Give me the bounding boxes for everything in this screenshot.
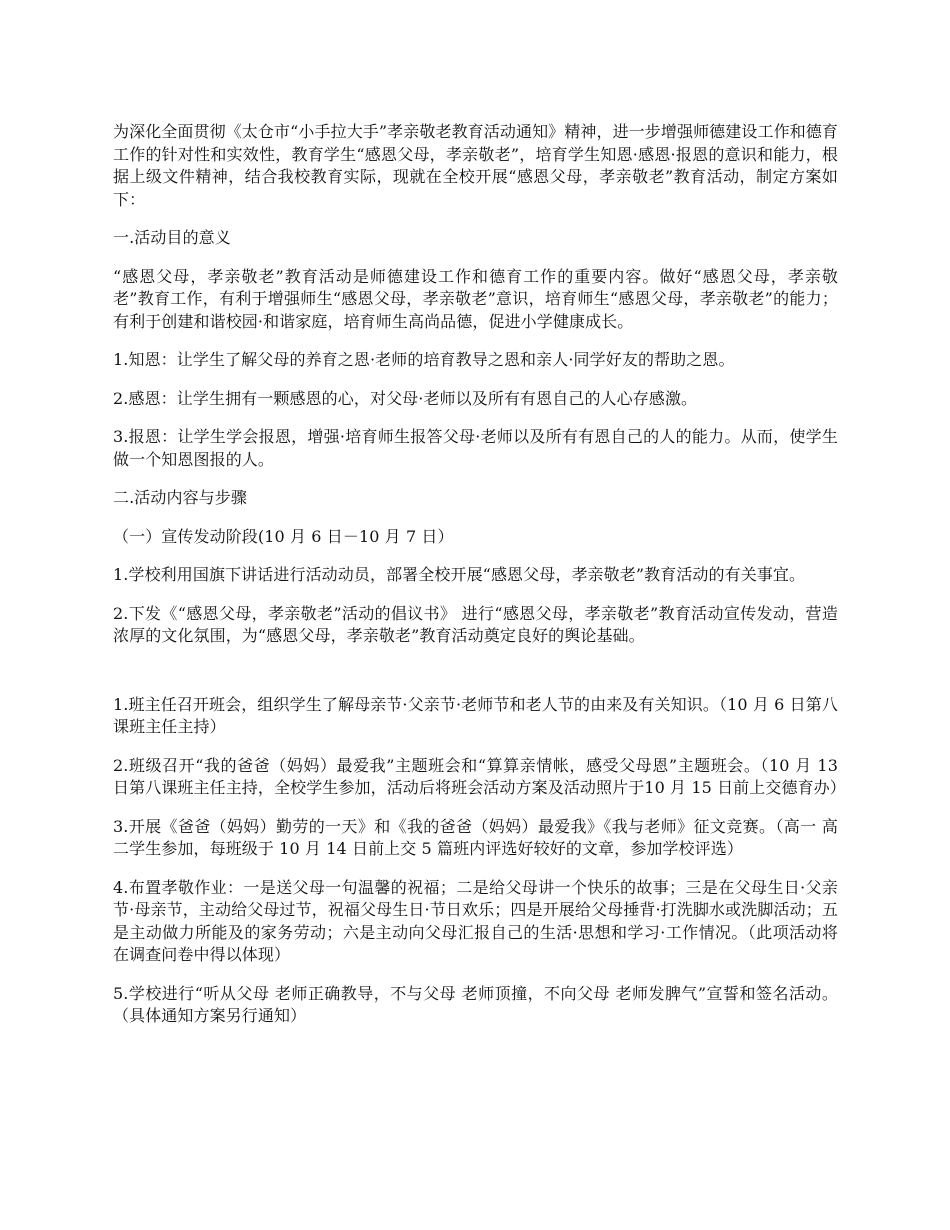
activity-item-2: 2.班级召开“我的爸爸（妈妈）最爱我”主题班会和“算算亲情帐，感受父母恩”主题班会。（10 月 13 日第八课班主任主持，全校学生参加，活动后将班会活动方案及活动照片于10 月 15 日前上交德育办）: [113, 755, 846, 797]
goal-item-repay: 3.报恩：让学生学会报恩，增强·培育师生报答父母·老师以及所有有恩自己的人的能力。从而，使学生做一个知恩图报的人。: [113, 427, 838, 469]
section-heading-steps: 二.活动内容与步骤: [113, 488, 247, 507]
intro-paragraph: 为深化全面贯彻《太仓市“小手拉大手”孝亲敬老教育活动通知》精神，进一步增强师德建设工作和德育工作的针对性和实效性，教育学生“感恩父母，孝亲敬老”，培育学生知恩·感恩·报恩的意识和能力，根据上级文件精神，结合我校教育实际，现就在全校开展“感恩父母，孝亲敬老”教育活动，制定方案如下：: [113, 122, 838, 209]
goal-item-gratitude: 2.感恩：让学生拥有一颗感恩的心，对父母·老师以及所有有恩自己的人心存感激。: [113, 388, 698, 408]
activity-item-5: 5.学校进行“听从父母 老师正确教导，不与父母 老师顶撞，不向父母 老师发脾气”宣誓和签名活动。（具体通知方案另行通知）: [113, 983, 838, 1025]
goal-item-know: 1.知恩：让学生了解父母的养育之恩·老师的培育教导之恩和亲人·同学好友的帮助之恩。: [113, 350, 735, 369]
activity-item-4: 4.布置孝敬作业：一是送父母一句温馨的祝福；二是给父母讲一个快乐的故事；三是在父母生日·父亲节·母亲节，主动给父母过节，祝福父母生日·节日欢乐；四是开展给父母捶背·打洗脚水或洗脚活动；五是主动做力所能及的家务劳动；六是主动向父母汇报自己的生活·思想和学习·工作情况。（此项活动将在调查问卷中得以体现）: [113, 877, 838, 964]
activity-item-1: 1.班主任召开班会，组织学生了解母亲节·父亲节·老师节和老人节的由来及有关知识。（10 月 6 日第八课班主任主持）: [113, 694, 838, 736]
section-gap: [113, 664, 838, 694]
document-body: [113, 121, 846, 1044]
phase-heading-publicity: （一）宣传发动阶段(10 月 6 日－10 月 7 日）: [113, 526, 454, 546]
publicity-item-2: 2.下发《“感恩父母，孝亲敬老”活动的倡议书》 进行“感恩父母，孝亲敬老”教育活动宣传发动，营造浓厚的文化氛围，为“感恩父母，孝亲敬老”教育活动奠定良好的舆论基础。: [113, 603, 838, 645]
publicity-item-1: 1.学校利用国旗下讲话进行活动动员，部署全校开展“感恩父母，孝亲敬老”教育活动的有关事宜。: [113, 565, 806, 584]
purpose-paragraph: “感恩父母，孝亲敬老”教育活动是师德建设工作和德育工作的重要内容。做好“感恩父母，孝亲敬老”教育工作，有利于增强师生“感恩父母，孝亲敬老”意识，培育师生“感恩父母，孝亲敬老”的能力；有利于创建和谐校园·和谐家庭，培育师生高尚品德，促进小学健康成长。: [113, 266, 838, 331]
activity-item-3: 3.开展《爸爸（妈妈）勤劳的一天》和《我的爸爸（妈妈）最爱我》《我与老师》征文竞赛。（高一 高二学生参加，每班级于 10 月 14 日前上交 5 篇班内评选好较好的文章，参加学校评选）: [113, 816, 838, 858]
section-heading-purpose: 一.活动目的意义: [113, 228, 231, 247]
